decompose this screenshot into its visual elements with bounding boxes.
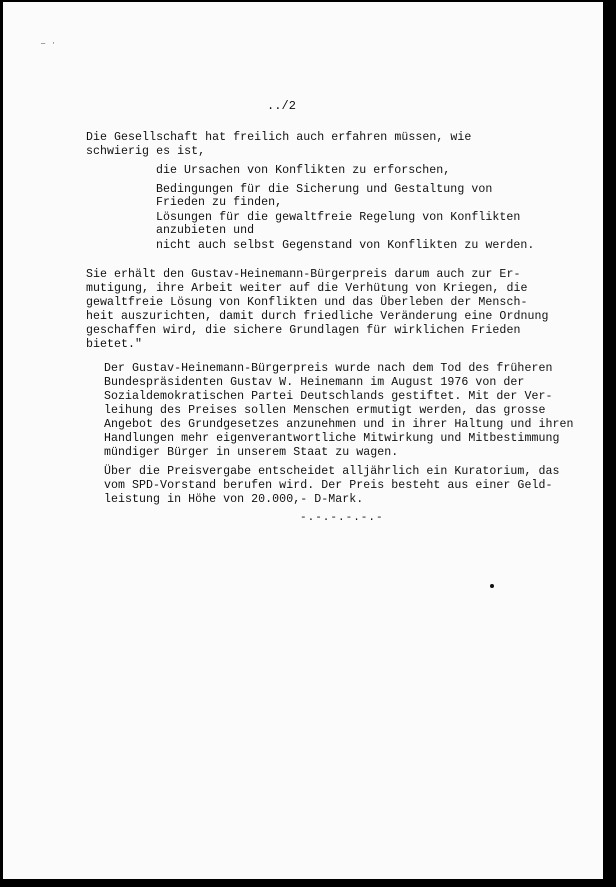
list-item-line: Lösungen für die gewaltfreie Regelung von Konflikten [156, 211, 521, 224]
document-page [3, 2, 603, 879]
history-line: Angebot des Grundgesetzes anzunehmen und in ihrer Haltung und ihren [104, 418, 574, 431]
award-line: vom SPD-Vorstand berufen wird. Der Preis besteht aus einer Geld- [104, 479, 553, 492]
section-separator: -.-.-.-.-.- [300, 512, 384, 524]
history-line: Sozialdemokratischen Partei Deutschlands gestiftet. Mit der Ver- [104, 390, 553, 403]
list-item-line: nicht auch selbst Gegenstand von Konflikten zu werden. [156, 239, 535, 252]
corner-mark: — · [41, 40, 57, 48]
list-item-line: anzubieten und [156, 224, 255, 237]
list-item-line: Frieden zu finden, [156, 196, 283, 209]
quote-line: gewaltfreie Lösung von Konflikten und das Überleben der Mensch- [86, 296, 528, 309]
ink-dot [490, 584, 494, 588]
history-line: mündiger Bürger in unserem Staat zu wagen. [104, 446, 399, 459]
award-line: Über die Preisvergabe entscheidet alljährlich ein Kuratorium, das [104, 465, 560, 478]
quote-line: Sie erhält den Gustav-Heinemann-Bürgerpreis darum auch zur Er- [86, 268, 521, 281]
intro-line: Die Gesellschaft hat freilich auch erfahren müssen, wie [86, 131, 472, 144]
history-line: Bundespräsidenten Gustav W. Heinemann im August 1976 von der [104, 376, 525, 389]
quote-line: mutigung, ihre Arbeit weiter auf die Verhütung von Kriegen, die [86, 282, 528, 295]
quote-line: heit auszurichten, damit durch friedliche Veränderung eine Ordnung [86, 310, 549, 323]
history-line: Der Gustav-Heinemann-Bürgerpreis wurde nach dem Tod des früheren [104, 362, 553, 375]
quote-line: geschaffen wird, die sichere Grundlagen für wirklichen Frieden [86, 324, 521, 337]
history-line: leihung des Preises sollen Menschen ermutigt werden, das grosse [104, 404, 546, 417]
intro-line: schwierig es ist, [86, 145, 206, 158]
history-line: Handlungen mehr eigenverantwortliche Mitwirkung und Mitbestimmung [104, 432, 560, 445]
quote-line: bietet." [86, 338, 143, 351]
list-item-line: die Ursachen von Konflikten zu erforschen, [156, 164, 451, 177]
award-line: leistung in Höhe von 20.000,- D-Mark. [104, 493, 364, 506]
list-item-line: Bedingungen für die Sicherung und Gestaltung von [156, 183, 493, 196]
page-marker: ../2 [267, 99, 297, 113]
